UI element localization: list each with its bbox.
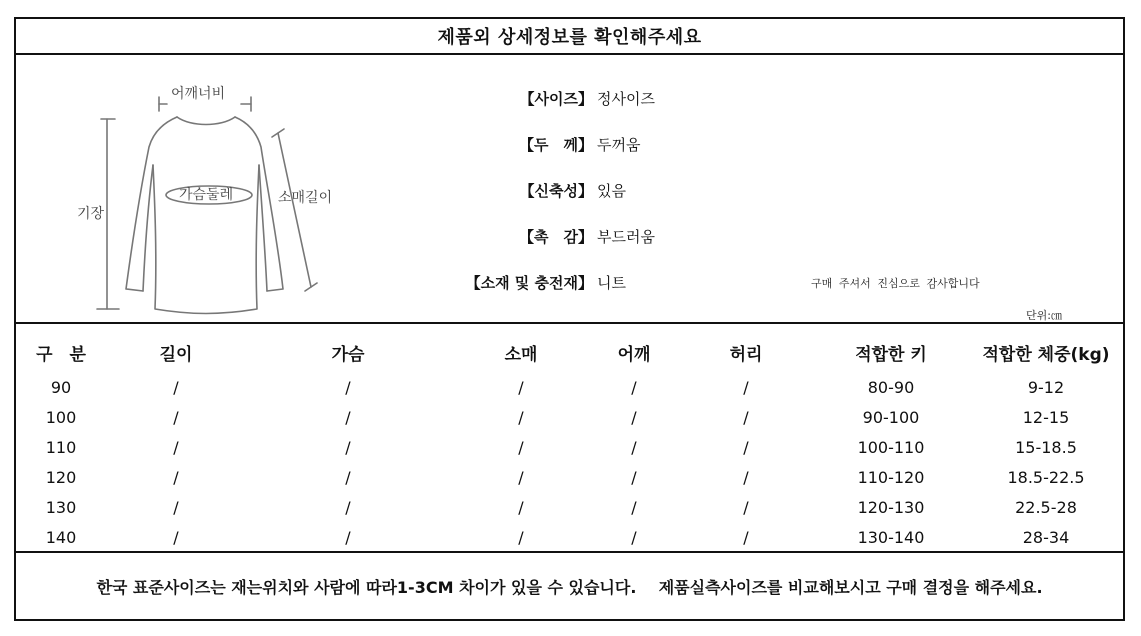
- table-cell: /: [743, 408, 749, 427]
- table-cell: /: [743, 528, 749, 547]
- table-row: [16, 373, 1123, 403]
- column-header: 길이: [159, 345, 193, 365]
- thanks-note: 구매 주셔서 진심으로 감사합니다: [811, 277, 980, 290]
- table-cell: 120-130: [857, 498, 925, 517]
- column-header: 허리: [729, 345, 763, 365]
- table-cell: 9-12: [1027, 378, 1065, 397]
- table-cell: 12-15: [1022, 408, 1070, 427]
- table-cell: /: [345, 438, 351, 457]
- table-cell: /: [631, 378, 637, 397]
- attribute-key: 【두 께】: [519, 136, 593, 154]
- page-title: 제품외 상세정보를 확인해주세요: [16, 19, 1123, 55]
- table-cell: /: [631, 408, 637, 427]
- size-info-card: [14, 17, 1125, 621]
- attribute-key: 【사이즈】: [519, 90, 593, 108]
- table-cell: 110-120: [857, 468, 925, 487]
- sleeve-length-label: 소매길이: [278, 190, 333, 206]
- table-cell: /: [345, 408, 351, 427]
- table-cell: /: [518, 528, 524, 547]
- table-cell: 80-90: [867, 378, 915, 397]
- table-cell: /: [173, 498, 179, 517]
- table-row: [16, 433, 1123, 463]
- table-row: [16, 493, 1123, 523]
- table-cell: 140: [45, 528, 77, 547]
- table-cell: /: [631, 468, 637, 487]
- table-cell: /: [743, 468, 749, 487]
- table-cell: 100: [45, 408, 77, 427]
- table-cell: 22.5-28: [1015, 498, 1077, 517]
- table-cell: /: [345, 468, 351, 487]
- table-cell: 120: [45, 468, 77, 487]
- table-cell: 90: [50, 378, 72, 397]
- chest-label: 가슴둘레: [179, 187, 234, 203]
- attribute-row-elasticity: [456, 180, 886, 204]
- column-header: 적합한 키: [855, 345, 927, 365]
- column-header: 어깨: [617, 345, 651, 365]
- table-cell: 130-140: [857, 528, 925, 547]
- table-cell: /: [173, 438, 179, 457]
- table-cell: /: [743, 438, 749, 457]
- table-cell: /: [743, 378, 749, 397]
- table-cell: /: [173, 408, 179, 427]
- column-header: 소매: [504, 345, 538, 365]
- table-cell: 28-34: [1022, 528, 1070, 547]
- table-cell: /: [518, 438, 524, 457]
- attribute-row-thickness: [456, 134, 886, 158]
- attribute-key: 【신축성】: [519, 182, 593, 200]
- table-cell: /: [345, 528, 351, 547]
- table-cell: /: [518, 408, 524, 427]
- attribute-key: 【소재 및 충전재】: [465, 274, 593, 292]
- table-cell: /: [631, 528, 637, 547]
- shoulder-width-label: 어깨너비: [171, 86, 226, 102]
- attribute-value: 정사이즈: [597, 90, 655, 108]
- table-cell: /: [345, 498, 351, 517]
- garment-diagram: [71, 77, 341, 327]
- table-cell: /: [518, 378, 524, 397]
- column-header: 구 분: [36, 345, 86, 365]
- attribute-value: 니트: [597, 274, 626, 292]
- table-cell: 110: [45, 438, 77, 457]
- footer-note: [16, 553, 1123, 619]
- table-cell: /: [345, 378, 351, 397]
- footer-note-compare: 제품실측사이즈를 비교해보시고 구매 결정을 해주세요.: [658, 577, 1043, 597]
- table-cell: /: [173, 528, 179, 547]
- table-cell: 15-18.5: [1015, 438, 1077, 457]
- column-header: 적합한 체중(kg): [982, 345, 1110, 365]
- attribute-row-texture: [456, 226, 886, 250]
- attribute-value: 있음: [597, 182, 626, 200]
- attribute-value: 두꺼움: [597, 136, 641, 154]
- table-cell: 100-110: [857, 438, 925, 457]
- attribute-row-size: [456, 88, 886, 112]
- attribute-value: 부드러움: [597, 228, 655, 246]
- table-cell: /: [631, 498, 637, 517]
- length-label: 기장: [77, 206, 105, 222]
- table-cell: /: [173, 378, 179, 397]
- table-row: [16, 523, 1123, 553]
- table-row: [16, 403, 1123, 433]
- table-cell: 90-100: [862, 408, 920, 427]
- attribute-key: 【촉 감】: [519, 228, 593, 246]
- table-header-row: [16, 340, 1123, 370]
- product-details-section: [16, 55, 1123, 324]
- footer-note-variance: 한국 표준사이즈는 재는위치와 사람에 따라1-3CM 차이가 있을 수 있습니다.: [96, 577, 637, 597]
- table-cell: 130: [45, 498, 77, 517]
- table-cell: /: [631, 438, 637, 457]
- table-cell: /: [173, 468, 179, 487]
- table-cell: /: [743, 498, 749, 517]
- column-header: 가슴: [331, 345, 365, 365]
- table-row: [16, 463, 1123, 493]
- footer-spacer: [636, 577, 658, 596]
- table-cell: /: [518, 498, 524, 517]
- table-cell: /: [518, 468, 524, 487]
- size-table: [16, 324, 1123, 553]
- unit-note: 단위:㎝: [1026, 309, 1062, 322]
- table-cell: 18.5-22.5: [1007, 468, 1085, 487]
